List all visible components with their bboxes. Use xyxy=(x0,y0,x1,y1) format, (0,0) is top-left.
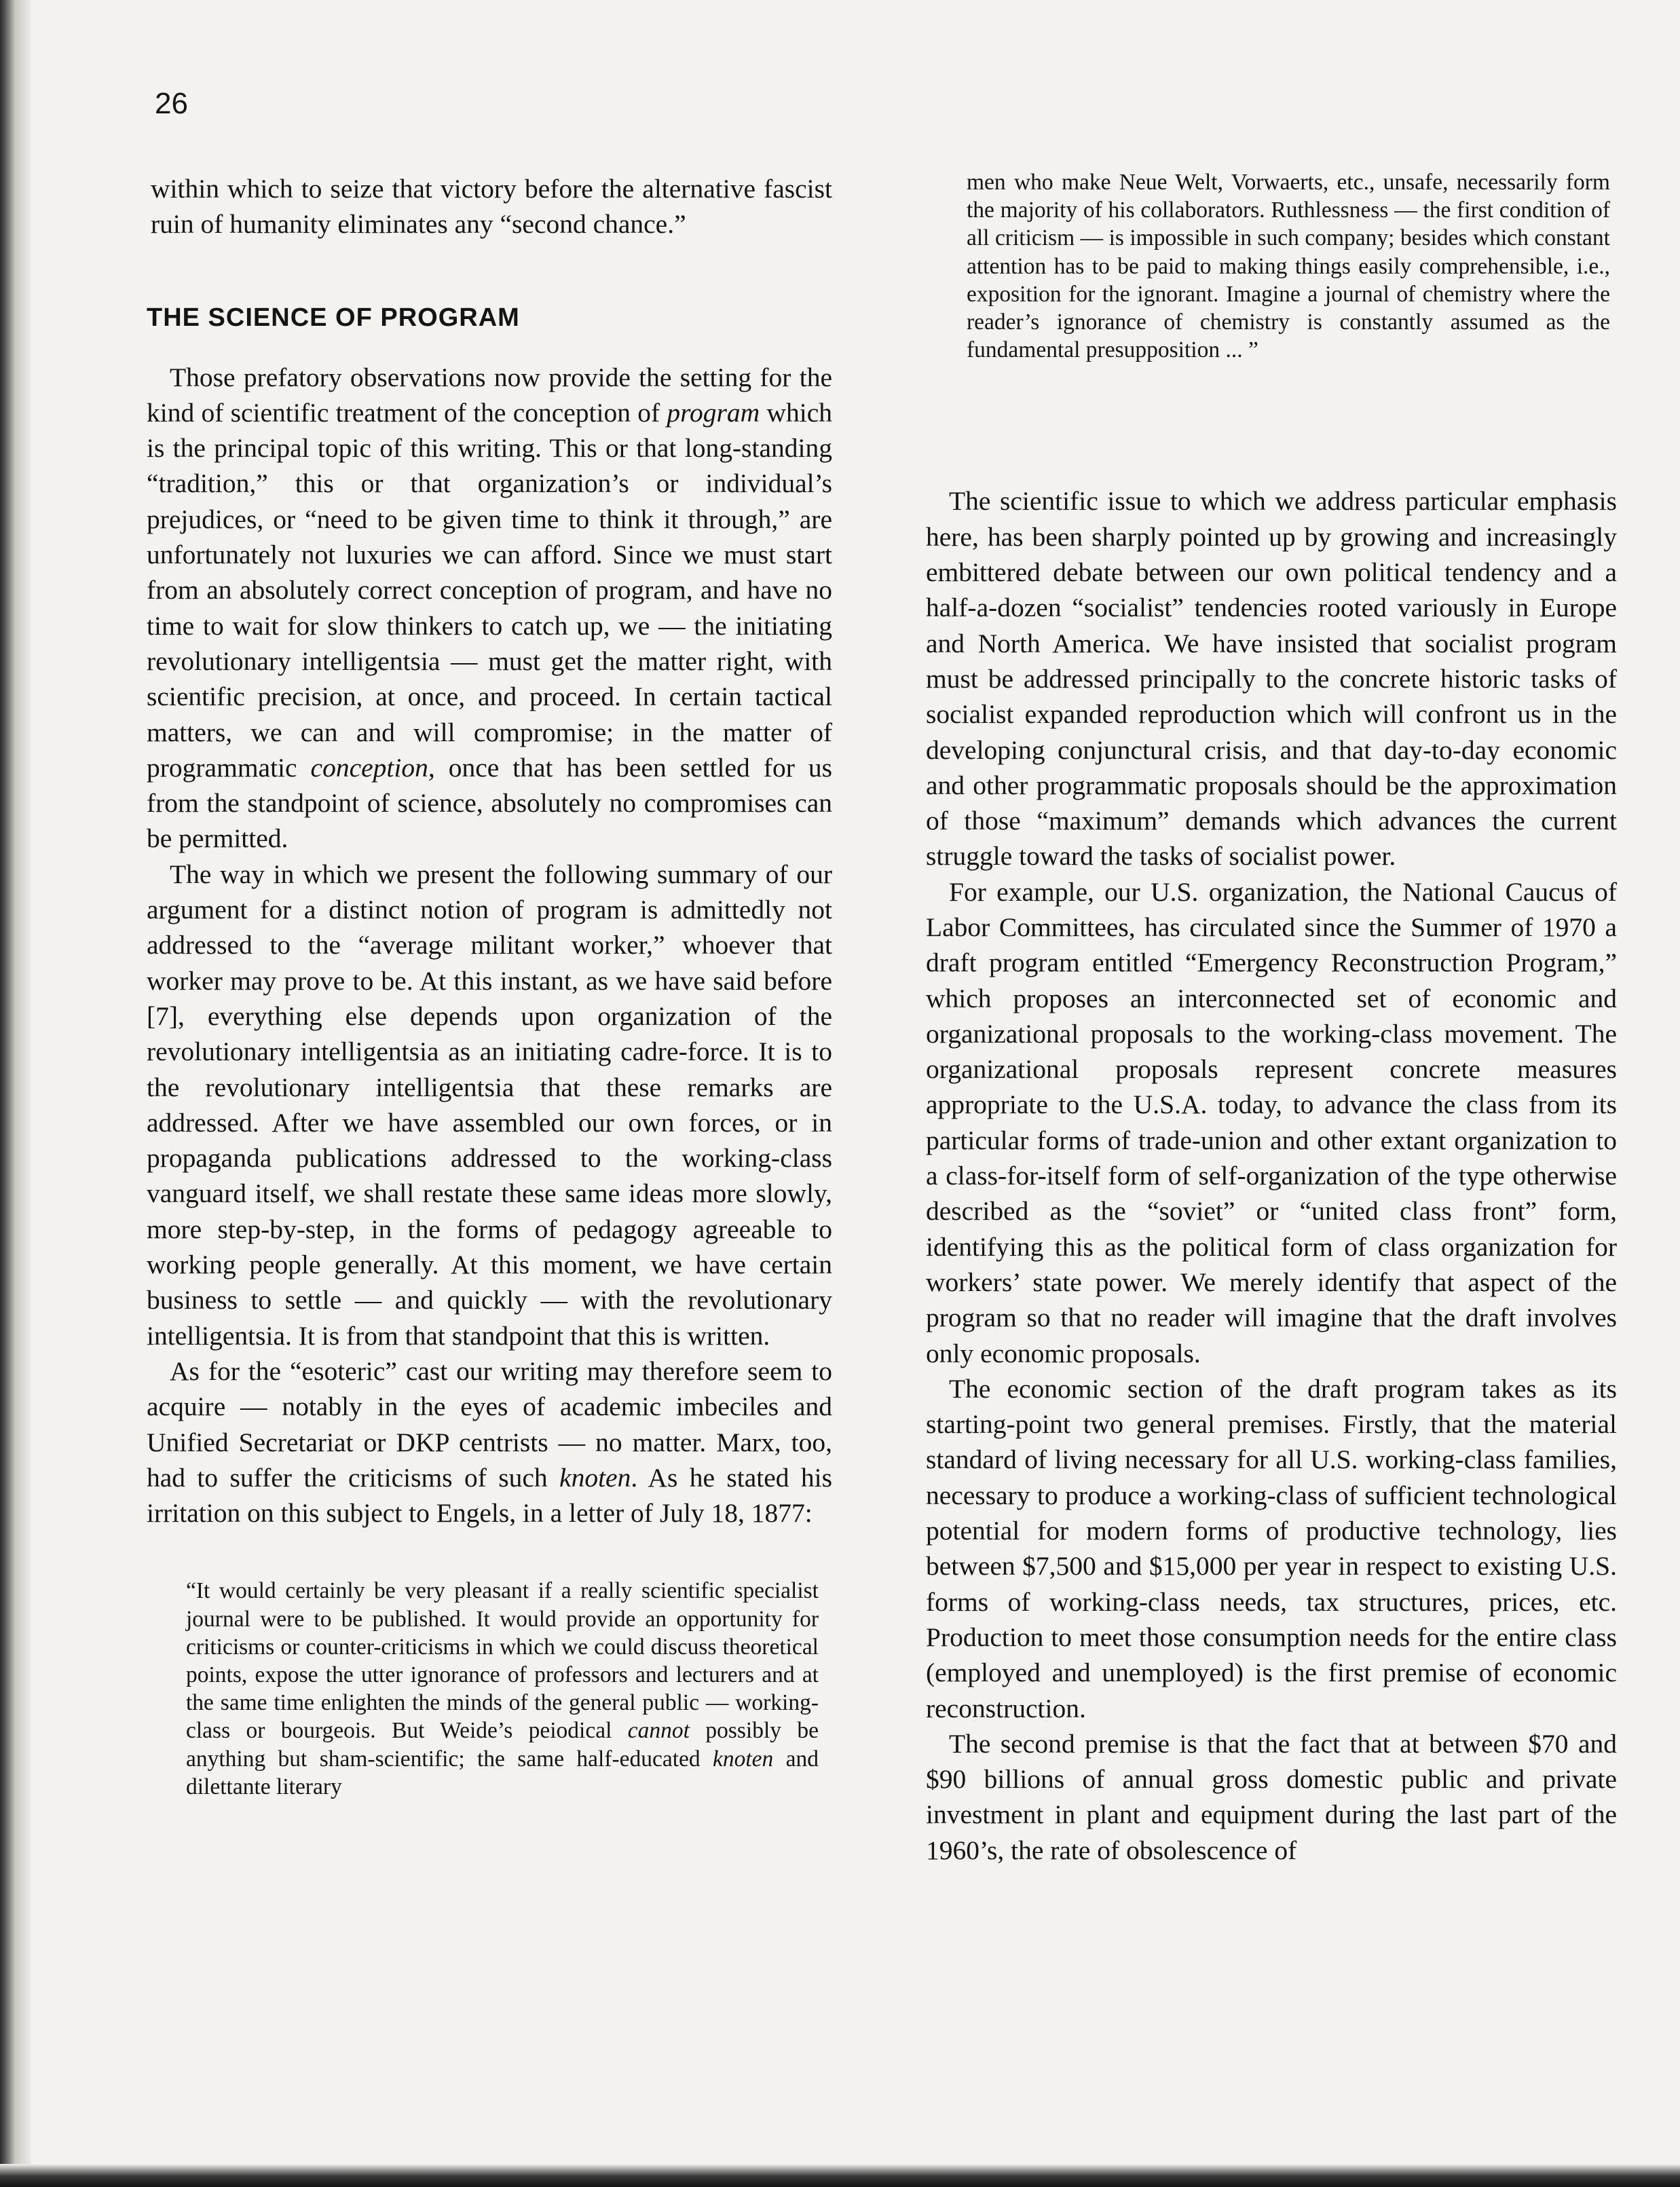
left-body xyxy=(147,360,832,1531)
page-number: 26 xyxy=(155,87,188,120)
paragraph-esoteric: As for the “esoteric” cast our writing may therefore seem to acquire — notably in the eyes of academic imbeciles and Unified Secretariat or DKP centrists — no matter. Marx, too, had to suffer the criticisms of such knoten. As he stated his irritation on this subject to Engels, in a letter of July 18, 1877: xyxy=(147,1356,832,1529)
left-column xyxy=(147,171,832,1801)
book-spine-shadow xyxy=(0,0,31,2187)
section-heading: THE SCIENCE OF PROGRAM xyxy=(147,303,520,332)
page-bottom-edge xyxy=(0,2164,1680,2187)
right-body xyxy=(926,483,1617,1868)
paragraph-scientific-issue: The scientific issue to which we address particular emphasis here, has been sharply pointed up by growing and increasingly embittered debate between our own political tendency and a half-a-dozen “socialist” tendencies rooted variously in Europe and North America. We have insisted that socialist program must be addressed principally to the concrete historic tasks of socialist expanded reproduction which will confront us in the developing conjunctural crisis, and that day-to-day economic and other programmatic proposals should be the approximation of those “maximum” demands which advances the current struggle toward the tasks of socialist power. xyxy=(926,486,1617,872)
paragraph-second-premise: The second premise is that the fact that at between $70 and $90 billions of annual gross domestic public and private investment in plant and equipment during the last part of the 1960’s, the rate of obsolescence of xyxy=(926,1728,1617,1865)
right-column xyxy=(926,168,1617,1868)
paragraph-economic-section: The economic section of the draft program takes as its starting-point two general premises. Firstly, that the material standard of living necessary for all U.S. working-class families, necessary to produce a working-class of sufficient technological potential for modern forms of productive technology, lies between $7,500 and $15,000 per year in respect to existing U.S. forms of working-class needs, tax structures, prices, etc. Production to meet those consumption needs for the entire class (employed and unemployed) is the first premise of economic reconstruction. xyxy=(926,1373,1617,1723)
opening-paragraph: within which to seize that victory before the alternative fascist ruin of humanity eliminates any “second chance.” xyxy=(151,174,832,240)
paragraph-draft-program: For example, our U.S. organization, the National Caucus of Labor Committees, has circulated since the Summer of 1970 a draft program entitled “Emergency Reconstruction Program,” which proposes an interconnected set of economic and organizational proposals to the working-class movement. The organizational proposals represent concrete measures appropriate to the U.S.A. today, to advance the class from its particular forms of trade-union and other extant organization to a class-for-itself form of self-organization of the type otherwise described as the “soviet” or “united class front” form, identifying this as the political form of class organization for workers’ state power. We merely identify that aspect of the program so that no reader will imagine that the draft involves only economic proposals. xyxy=(926,876,1617,1368)
paragraph-program-setting: Those prefatory observations now provide the setting for the kind of scientific treatment of the conception of program which is the principal topic of this writing. This or that long-standing “tradition,” this or that organization’s or individual’s prejudices, or “need to be given time to think it through,” are unfortunately not luxuries we can afford. Since we must start from an absolutely correct conception of program, and have no time to wait for slow thinkers to catch up, we — the initiating revolutionary intelligentsia — must get the matter right, with scientific precision, at once, and proceed. In certain tactical matters, we can and will compromise; in the matter of programmatic conception, once that has been settled for us from the standpoint of science, absolutely no compromises can be permitted. xyxy=(147,362,832,854)
paragraph-audience: The way in which we present the following summary of our argument for a distinct notion of program is admittedly not addressed to the “average militant worker,” whoever that worker may prove to be. At this instant, as we have said before [7], everything else depends upon organization of the revolutionary intelligentsia as an initiating cadre-force. It is to the revolutionary intelligentsia that these remarks are addressed. After we have assembled our own forces, or in propaganda publications addressed to the working-class vanguard itself, we shall restate these same ideas more slowly, more step-by-step, in the forms of pedagogy agreeable to working people generally. At this moment, we have certain business to settle — and quickly — with the revolutionary intelligentsia. It is from that standpoint that this is written. xyxy=(147,859,832,1351)
block-quote-continued: men who make Neue Welt, Vorwaerts, etc., unsafe, necessarily form the majority of his collaborators. Ruthlessness — the first condition of all criticism — is impossible in such company; besides which constant attention has to be paid to making things easily comprehensible, i.e., exposition for the ignorant. Imagine a journal of chemistry where the reader’s ignorance of chemistry is constantly assumed as the fundamental presupposition ... ” xyxy=(967,170,1610,363)
block-quote-marx: “It would certainly be very pleasant if a really scientific specialist journal were to be published. It would provide an opportunity for criticisms or counter-criticisms in which we could discuss theoretical points, expose the utter ignorance of professors and lecturers and at the same time enlighten the minds of the general public — working-class or bourgeois. But Weide’s peiodical cannot possibly be anything but sham-scientific; the same half-educated knoten and dilettante literary xyxy=(186,1578,819,1799)
